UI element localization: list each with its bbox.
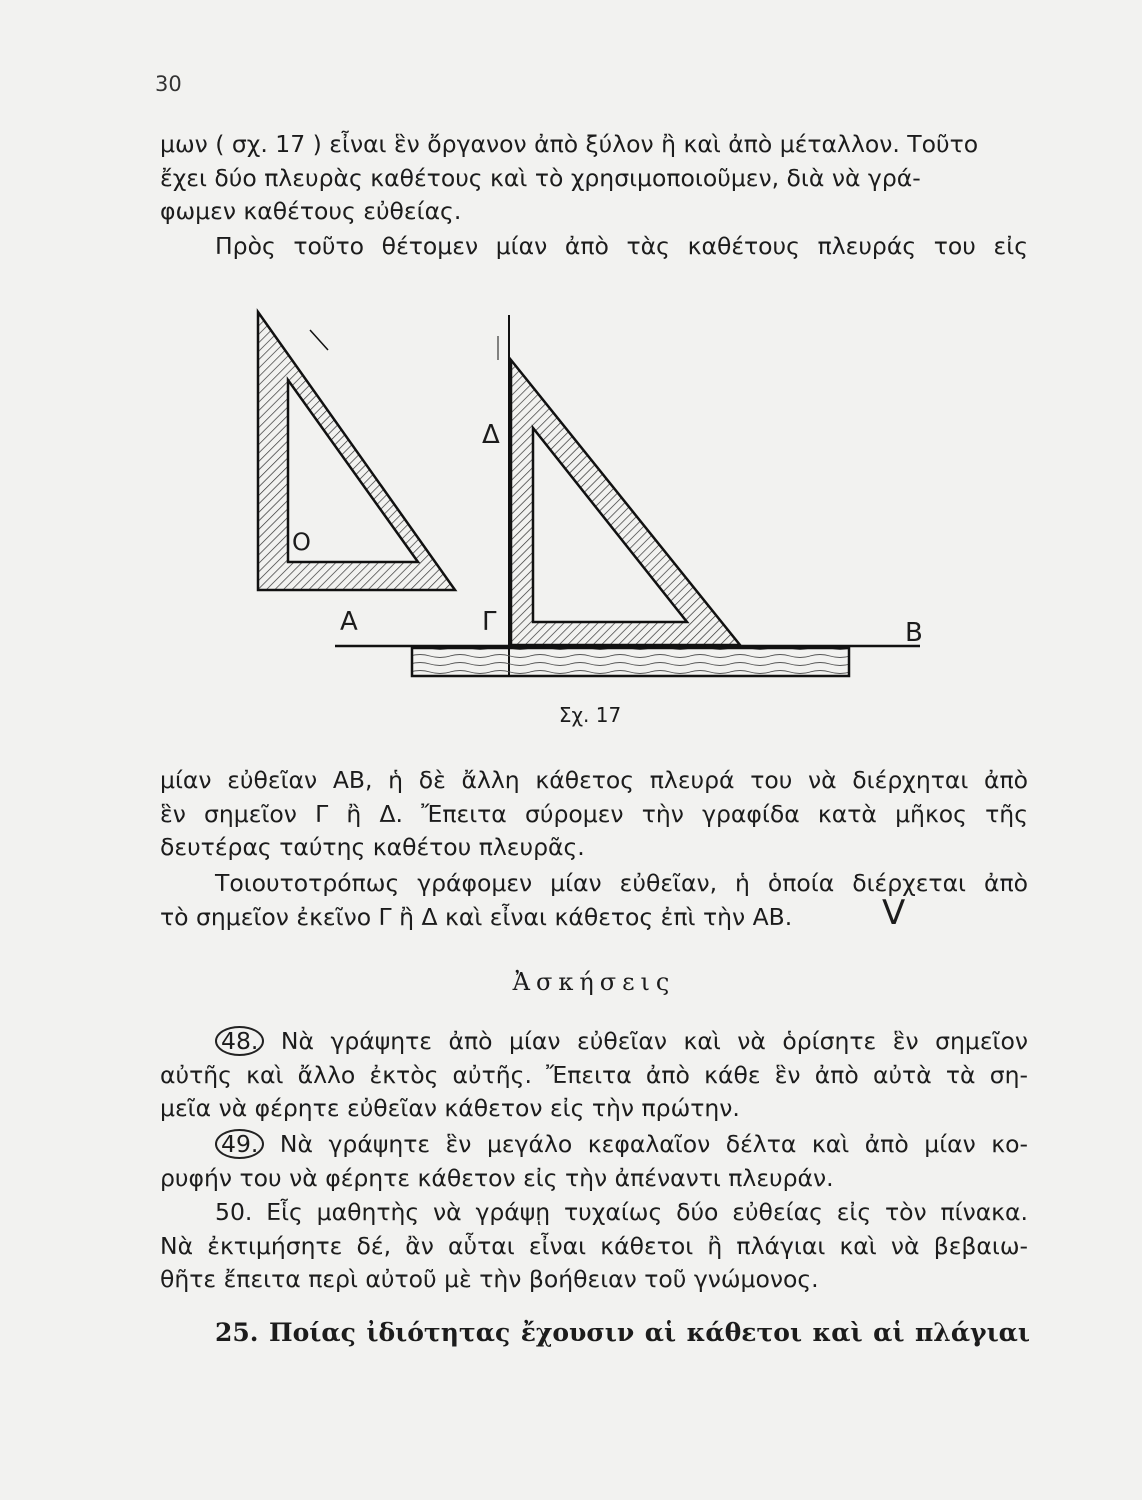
text-line: ἓν σημεῖον Γ ἢ Δ. Ἔπειτα σύρομεν τὴν γραφίδα κατὰ μῆκος τῆς: [160, 799, 1028, 828]
label-o: Ο: [292, 528, 311, 556]
text-line: δευτέρας ταύτης καθέτου πλευρᾶς.: [160, 833, 585, 861]
right-set-square: [511, 360, 740, 645]
page-number: 30: [155, 72, 182, 96]
label-a: Α: [340, 607, 358, 637]
handwritten-check-mark: V: [882, 893, 906, 933]
exercise-number: 49.: [215, 1129, 264, 1159]
text-line: ἔχει δύο πλευρὰς καθέτους καὶ τὸ χρησιμοποιοῦμεν, διὰ νὰ γρά-: [160, 163, 921, 192]
text-line: Νὰ γράψητε ἀπὸ μίαν εὐθεῖαν καὶ νὰ ὁρίσητε ἓν σημεῖον: [280, 1027, 1028, 1055]
set-square-diagram: [250, 300, 930, 700]
text-line: Νὰ ἐκτιμήσητε δέ, ἂν αὗται εἶναι κάθετοι ἢ πλάγιαι καὶ νὰ βεβαιω-: [160, 1231, 1028, 1260]
figure-set-squares: [250, 300, 930, 727]
exercise-50: [160, 1196, 1028, 1297]
exercises-heading: Ἀσκήσεις: [512, 968, 676, 996]
section-heading: 25. Ποίας ἰδιότητας ἔχουσιν αἱ κάθετοι καὶ αἱ πλάγιαι: [215, 1318, 1030, 1347]
label-g: Γ: [482, 607, 497, 637]
paragraph-instruction: [160, 230, 1028, 264]
text-line: μίαν εὐθεῖαν ΑΒ, ἡ δὲ ἄλλη κάθετος πλευρά του νὰ διέρχηται ἀπὸ: [160, 766, 1028, 794]
text-line: φωμεν καθέτους εὐθείας.: [160, 197, 462, 225]
text-line: Τοιουτοτρόπως γράφομεν μίαν εὐθεῖαν, ἡ ὁποία διέρχεται ἀπὸ: [215, 869, 1028, 897]
figure-caption: Σχ. 17: [558, 703, 622, 727]
left-set-square: [258, 312, 455, 590]
label-b: Β: [905, 618, 923, 648]
exercise-49: [160, 1128, 1028, 1195]
text-line: τὸ σημεῖον ἐκεῖνο Γ ἢ Δ καὶ εἶναι κάθετος ἐπὶ τὴν ΑΒ.: [160, 902, 793, 931]
label-d: Δ: [482, 420, 500, 450]
paragraph-continuation: [160, 764, 1028, 865]
exercise-number: 50.: [215, 1198, 253, 1226]
exercise-number: 48.: [215, 1026, 264, 1056]
ruler: [412, 648, 849, 676]
text-line: ρυφήν του νὰ φέρητε κάθετον εἰς τὴν ἀπέναντι πλευράν.: [160, 1163, 834, 1192]
exercise-48: [160, 1025, 1028, 1126]
text-line: αὐτῆς καὶ ἄλλο ἐκτὸς αὐτῆς. Ἔπειτα ἀπὸ κάθε ἓν ἀπὸ αὐτὰ τὰ ση-: [160, 1060, 1028, 1089]
text-line: Νὰ γράψητε ἓν μεγάλο κεφαλαῖον δέλτα καὶ ἀπὸ μίαν κο-: [279, 1130, 1028, 1158]
text-line: μεῖα νὰ φέρητε εὐθεῖαν κάθετον εἰς τὴν πρώτην.: [160, 1094, 740, 1122]
text-line: Πρὸς τοῦτο θέτομεν μίαν ἀπὸ τὰς καθέτους πλευράς του εἰς: [215, 232, 1028, 260]
paragraph-intro: [160, 128, 1028, 229]
text-line: μων ( σχ. 17 ) εἶναι ἓν ὄργανον ἀπὸ ξύλον ἢ καὶ ἀπὸ μέταλλον. Τοῦτο: [160, 130, 979, 158]
text-line: Εἷς μαθητὴς νὰ γράψῃ τυχαίως δύο εὐθείας εἰς τὸν πίνακα.: [266, 1198, 1028, 1226]
text-line: θῆτε ἔπειτα περὶ αὐτοῦ μὲ τὴν βοήθειαν τοῦ γνώμονος.: [160, 1265, 819, 1293]
